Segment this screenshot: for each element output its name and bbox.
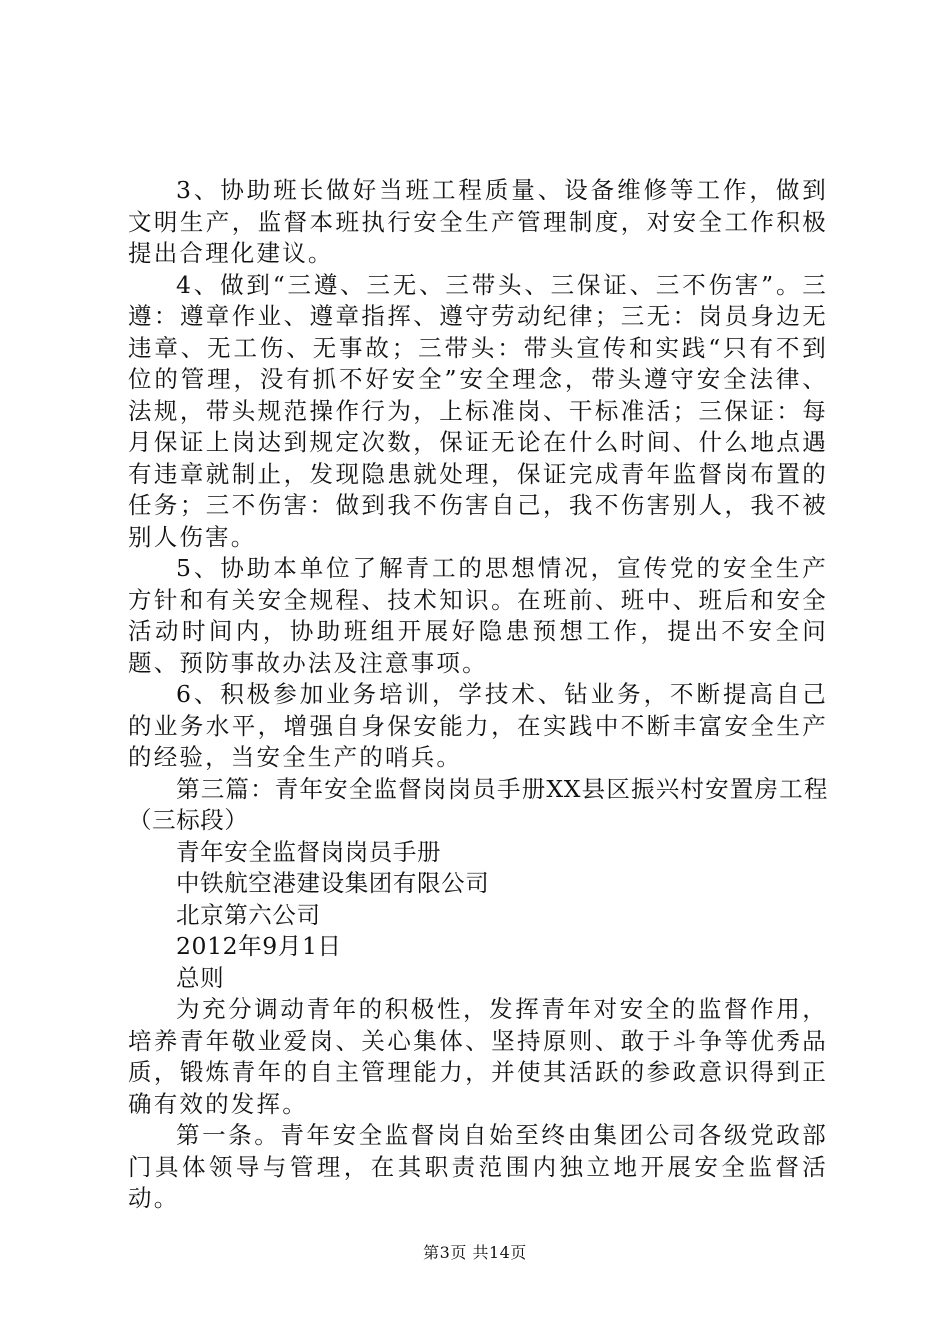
paragraph-item-3: 3、协助班长做好当班工程质量、设备维修等工作，做到文明生产，监督本班执行安全生产管理制度，对安全工作积极提出合理化建议。	[128, 176, 828, 267]
paragraph-item-4: 4、做到“三遵、三无、三带头、三保证、三不伤害”。三遵：遵章作业、遵章指挥、遵守劳动纪律；三无：岗员身边无违章、无工伤、无事故；三带头：带头宣传和实践“只有不到位的管理，没有抓不好安全”安全理念，带头遵守安全法律、法规，带头规范操作行为，上标准岗、干标准活；三保证：每月保证上岗达到规定次数，保证无论在什么时间、什么地点遇有违章就制止，发现隐患就处理，保证完成青年监督岗布置的任务；三不伤害：做到我不伤害自己，我不伤害别人，我不被别人伤害。	[128, 270, 828, 551]
paragraph-item-5: 5、协助本单位了解青工的思想情况，宣传党的安全生产方针和有关安全规程、技术知识。在班前、班中、班后和安全活动时间内，协助班组开展好隐患预想工作，提出不安全问题、预防事故办法及注意事项。	[128, 554, 828, 677]
document-body	[128, 175, 828, 1215]
page-number-footer: 第3页 共14页	[423, 1243, 527, 1262]
branch-name: 北京第六公司	[176, 900, 321, 929]
general-provisions-heading: 总则	[176, 963, 225, 992]
handbook-title: 青年安全监督岗岗员手册	[176, 837, 442, 866]
company-name: 中铁航空港建设集团有限公司	[176, 869, 490, 897]
general-provisions-text: 为充分调动青年的积极性，发挥青年对安全的监督作用，培养青年敬业爱岗、关心集体、坚持原则、敢于斗争等优秀品质，锻炼青年的自主管理能力，并使其活跃的参政意识得到正确有效的发挥。	[128, 995, 828, 1118]
paragraph-item-6: 6、积极参加业务培训，学技术、钻业务，不断提高自己的业务水平，增强自身保安能力，在实践中不断丰富安全生产的经验，当安全生产的哨兵。	[128, 680, 828, 771]
document-date: 2012年9月1日	[176, 932, 342, 960]
article-one-text: 第一条。青年安全监督岗自始至终由集团公司各级党政部门具体领导与管理，在其职责范围内独立地开展安全监督活动。	[128, 1121, 828, 1212]
section-heading-part-three: 第三篇：青年安全监督岗岗员手册XX县区振兴村安置房工程（三标段）	[128, 774, 828, 834]
